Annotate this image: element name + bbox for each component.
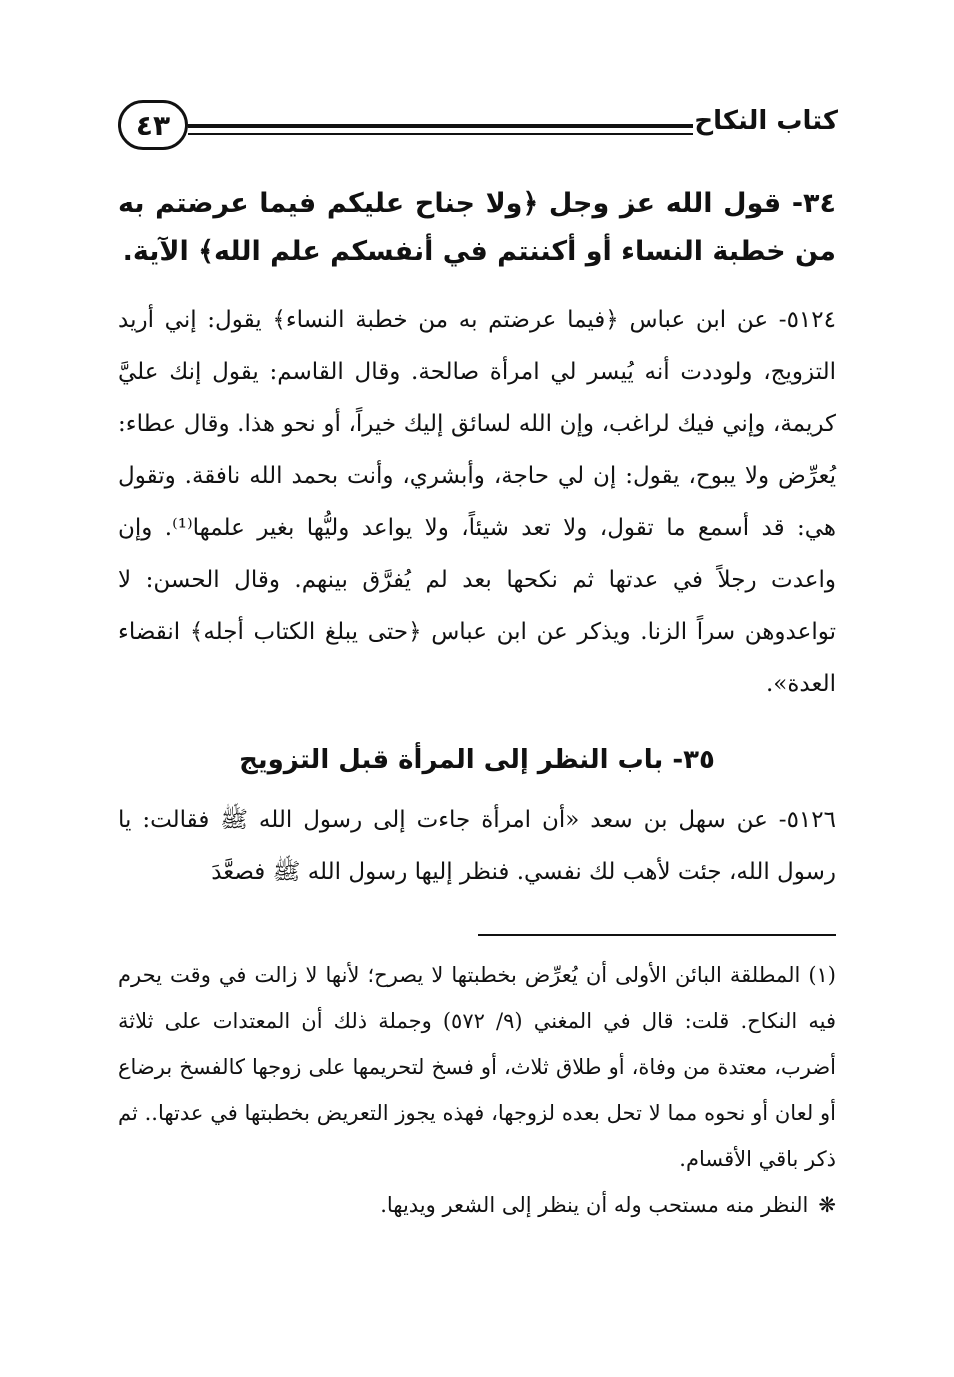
section-heading: ٣٥- باب النظر إلى المرأة قبل التزويج [239, 745, 715, 775]
footnote-1 [118, 952, 836, 1182]
book-title: كتاب النكاح [694, 106, 838, 136]
footnote-number: (١) [808, 963, 836, 987]
footnote-separator [478, 934, 836, 936]
page-content [118, 180, 836, 1228]
hadith-paragraph-5124: ٥١٢٤- عن ابن عباس ﴿فيما عرضتم به من خطبة النساء﴾ يقول: إني أريد التزويج، ولوددت أنه يُيسر لي امرأة صالحة. وقال القاسم: يقول إنك عليَّ كريمة، وإني فيك لراغب، وإن الله لسائق إليك خيراً، أو نحو هذا. وقال عطاء: يُعرِّض ولا يبوح، يقول: إن لي حاجة، وأبشري، وأنت بحمد الله نافقة. وتقول هي: قد أسمع ما تقول، ولا تعد شيئاً، ولا يواعد وليُّها بغير علمها⁽¹⁾. وإن واعدت رجلاً في عدتها ثم نكحها بعد لم يُفرَّق بينهم. وقال الحسن: لا تواعدوهن سراً الزنا. ويذكر عن ابن عباس ﴿حتى يبلغ الكتاب أجله﴾ انقضاء العدة». [118, 307, 836, 697]
page-header [118, 96, 838, 162]
footnote-text: المطلقة البائن الأولى أن يُعرِّض بخطبتها لا يصرح؛ لأنها لا زالت في وقت يحرم فيه النكاح. قلت: قال في المغني (٩/ ٥٧٢) وجملة ذلك أن المعتدات على ثلاثة أضرب، معتدة من وفاة، أو طلاق ثلاث، أو فسخ لتحريمها على زوجها كالفسخ برضاع أو لعان أو نحوه مما لا تحل بعده لزوجها، فهذه يجوز التعريض بخطبتها في عدتها.. ثم ذكر باقي الأقسام. [118, 963, 836, 1171]
marginal-note [118, 1182, 836, 1228]
header-rule-thick [188, 124, 693, 128]
chapter-heading: ٣٤- قول الله عز وجل ﴿ولا جناح عليكم فيما عرضتم به من خطبة النساء أو أكننتم في أنفسكم علم الله﴾ الآية. [118, 188, 836, 267]
hadith-paragraph-5126: ٥١٢٦- عن سهل بن سعد «أن امرأة جاءت إلى رسول الله ﷺ فقالت: يا رسول الله، جئت لأهب لك نفسي. فنظر إليها رسول الله ﷺ فصعَّدَ [118, 807, 836, 885]
header-rule-thin [188, 133, 693, 135]
asterism-icon: ❋ [818, 1193, 836, 1217]
note-text: النظر منه مستحب وله أن ينظر إلى الشعر ويديها. [380, 1193, 809, 1217]
page-number: ٤٣ [118, 100, 188, 150]
